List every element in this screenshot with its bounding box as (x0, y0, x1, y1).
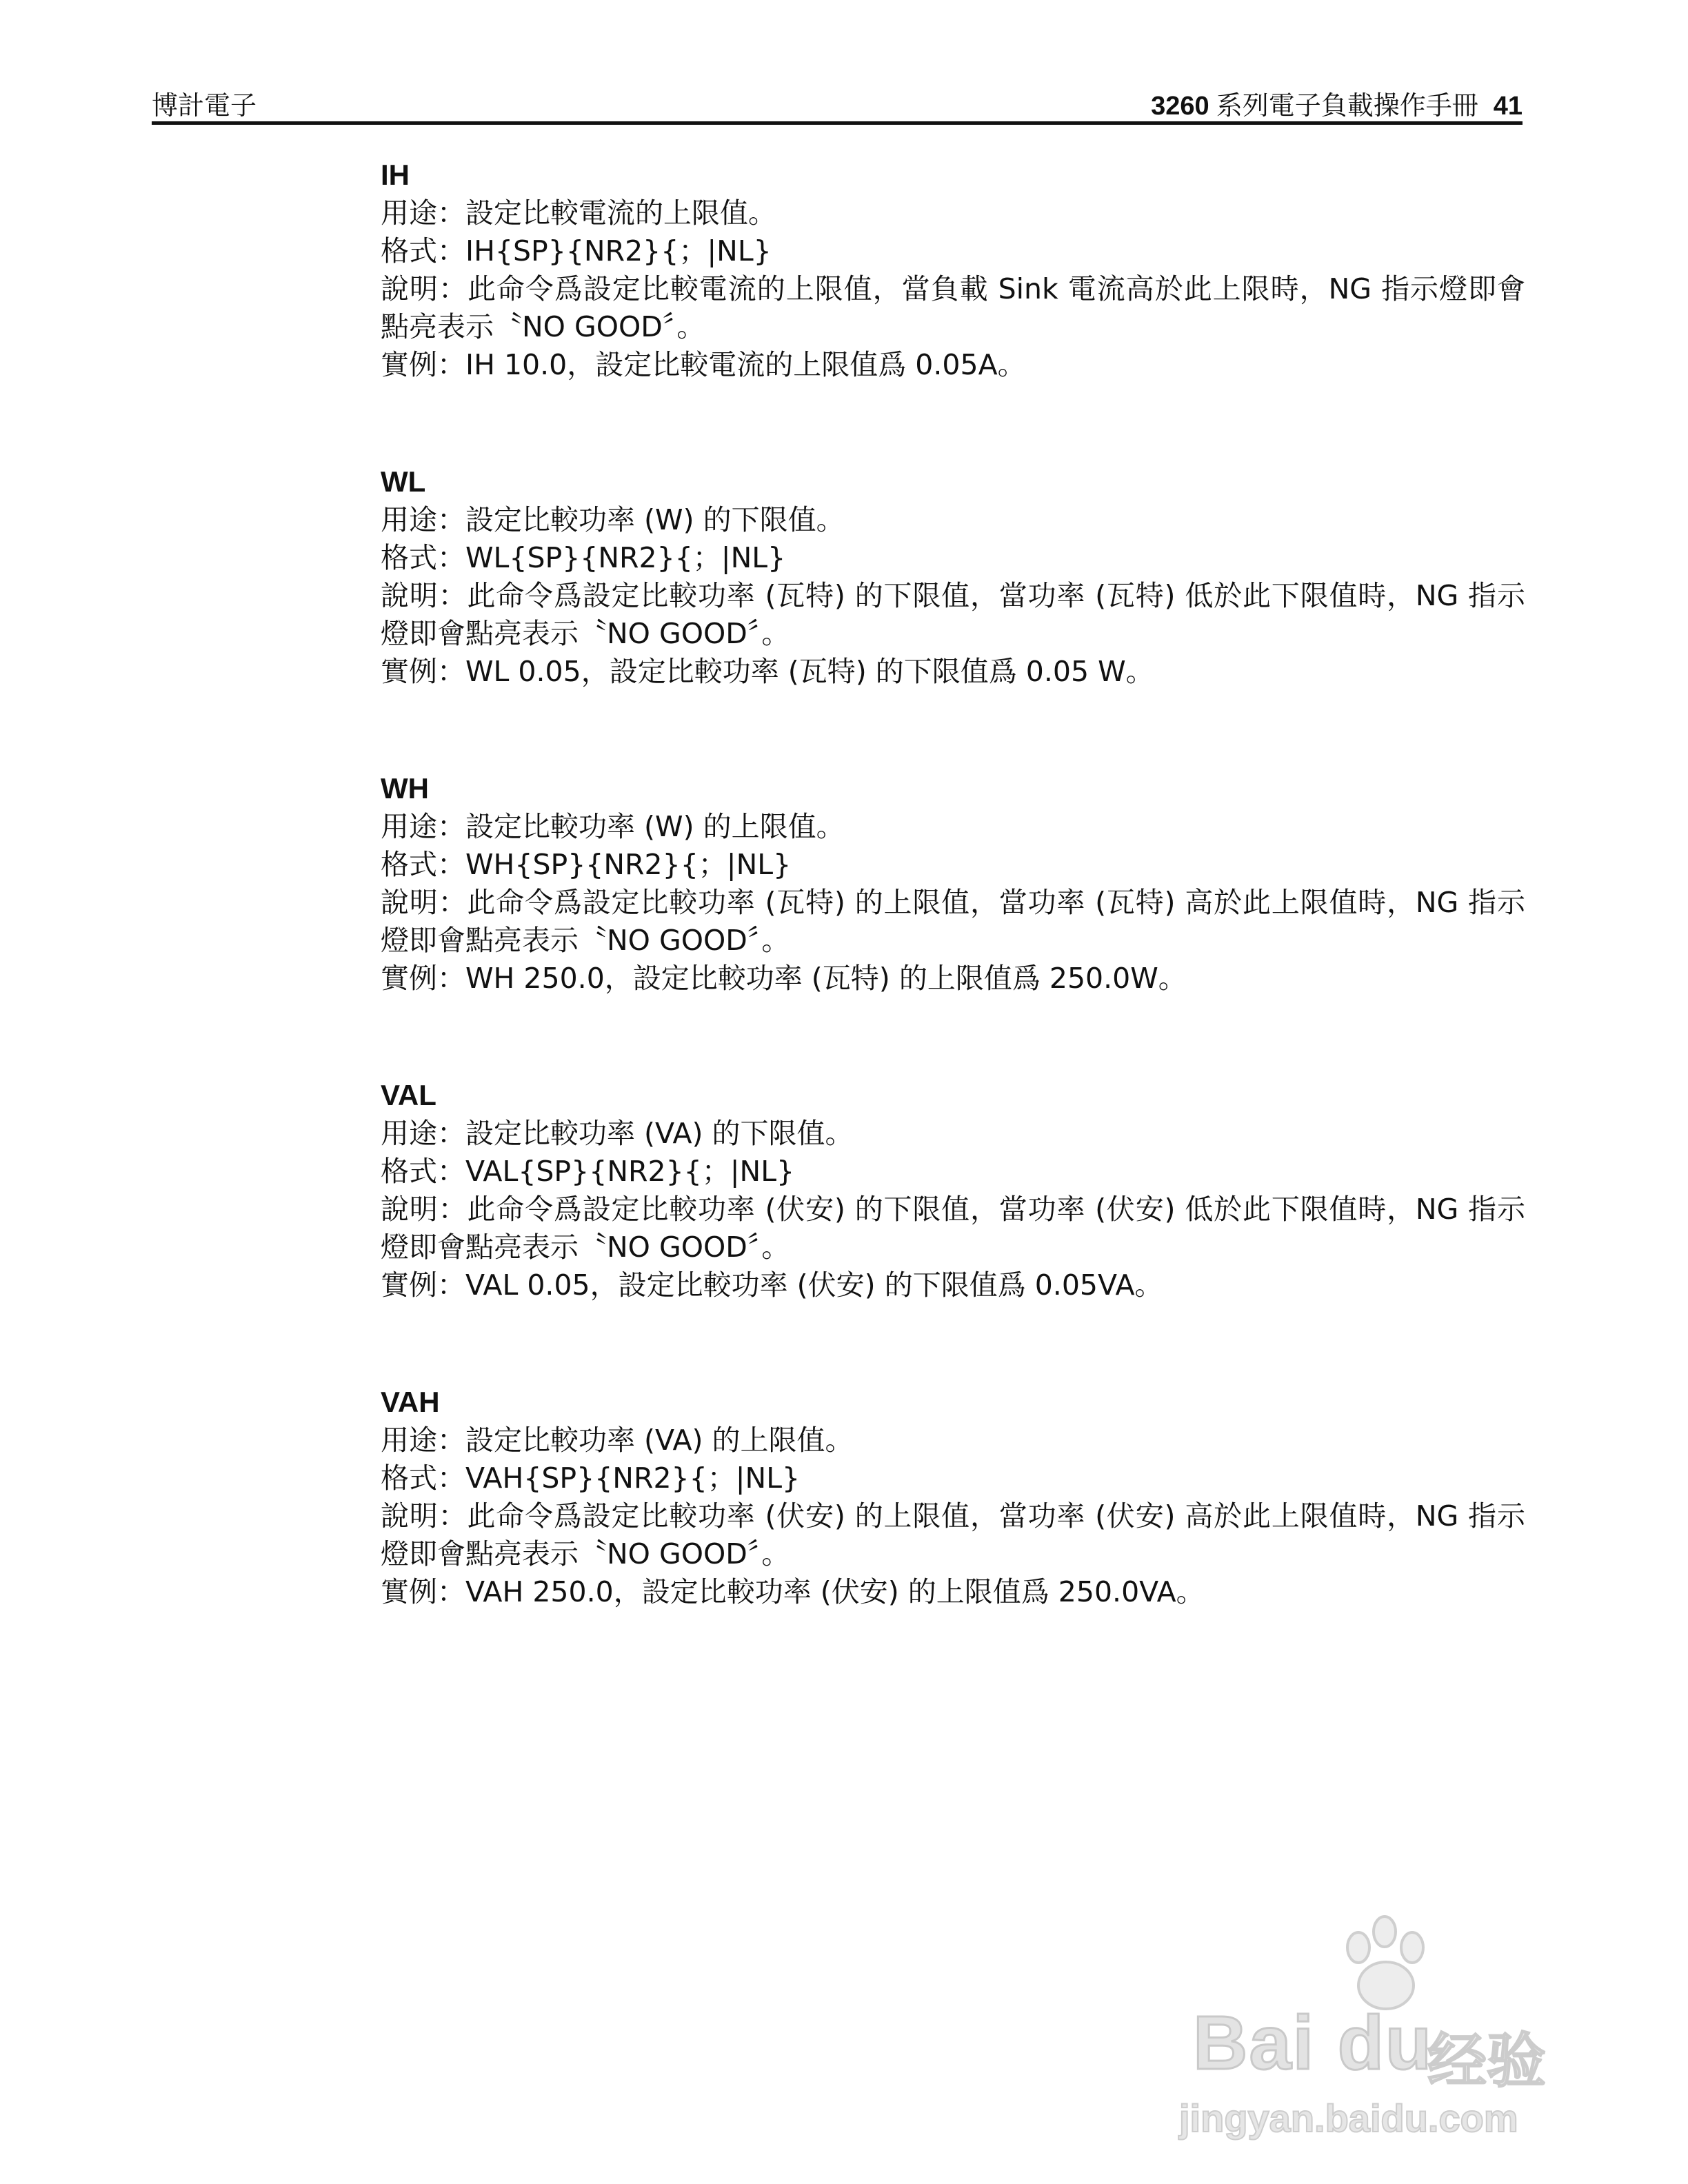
command-reference (381, 156, 1525, 1690)
watermark-url: jingyan.baidu.com (1179, 2096, 1518, 2140)
format-line: 格式：WH{SP}{NR2}{；|NL} (381, 848, 792, 881)
command-section-wl (381, 463, 1525, 769)
manual-title-block (1151, 84, 1523, 122)
command-name: VAH (381, 1386, 440, 1418)
model-number: 3260 (1151, 92, 1209, 121)
command-section-val (381, 1076, 1525, 1383)
example-line: 實例：IH 10.0，設定比較電流的上限值爲 0.05A。 (381, 348, 1026, 381)
command-section-wh (381, 769, 1525, 1076)
usage-line: 用途：設定比較功率 (W) 的下限值。 (381, 503, 845, 536)
description-line: 說明：此命令爲設定比較功率 (瓦特) 的上限值，當功率 (瓦特) 高於此上限值時，NG 指示燈即會點亮表示〝NO GOOD〞。 (381, 886, 1525, 957)
command-section-ih (381, 156, 1525, 463)
description-line: 說明：此命令爲設定比較功率 (瓦特) 的下限值，當功率 (瓦特) 低於此下限值時，NG 指示燈即會點亮表示〝NO GOOD〞。 (381, 579, 1525, 650)
command-name: IH (381, 159, 410, 191)
command-name: WH (381, 772, 429, 805)
command-name: WL (381, 465, 426, 498)
manual-title: 系列電子負載操作手冊 (1216, 90, 1478, 121)
baidu-watermark (1179, 1910, 1579, 2140)
command-name: VAL (381, 1079, 436, 1111)
command-section-vah (381, 1383, 1525, 1690)
description-line: 說明：此命令爲設定比較功率 (伏安) 的下限值，當功率 (伏安) 低於此下限值時，NG 指示燈即會點亮表示〝NO GOOD〞。 (381, 1193, 1525, 1264)
format-line: 格式：VAL{SP}{NR2}{；|NL} (381, 1155, 795, 1188)
description-line: 說明：此命令爲設定比較功率 (伏安) 的上限值，當功率 (伏安) 高於此上限值時，NG 指示燈即會點亮表示〝NO GOOD〞。 (381, 1499, 1525, 1570)
page-number: 41 (1493, 92, 1523, 121)
example-line: 實例：VAH 250.0，設定比較功率 (伏安) 的上限值爲 250.0VA。 (381, 1575, 1205, 1608)
format-line: 格式：WL{SP}{NR2}{；|NL} (381, 541, 786, 574)
watermark-brand: Bai du (1193, 2001, 1434, 2085)
example-line: 實例：WH 250.0，設定比較功率 (瓦特) 的上限值爲 250.0W。 (381, 962, 1187, 995)
usage-line: 用途：設定比較功率 (VA) 的下限值。 (381, 1117, 854, 1150)
page-header (152, 81, 1523, 125)
usage-line: 用途：設定比較功率 (W) 的上限值。 (381, 810, 845, 843)
usage-line: 用途：設定比較電流的上限值。 (381, 196, 776, 230)
company-name: 博計電子 (152, 90, 257, 121)
description-line: 說明：此命令爲設定比較電流的上限值，當負載 Sink 電流高於此上限時，NG 指示燈即會點亮表示〝NO GOOD〞。 (381, 272, 1525, 343)
format-line: 格式：IH{SP}{NR2}{；|NL} (381, 234, 772, 267)
usage-line: 用途：設定比較功率 (VA) 的上限值。 (381, 1424, 854, 1457)
watermark-product: 经验 (1427, 2027, 1546, 2096)
example-line: 實例：VAL 0.05，設定比較功率 (伏安) 的下限值爲 0.05VA。 (381, 1268, 1163, 1302)
example-line: 實例：WL 0.05，設定比較功率 (瓦特) 的下限值爲 0.05 W。 (381, 655, 1154, 688)
format-line: 格式：VAH{SP}{NR2}{；|NL} (381, 1462, 801, 1495)
